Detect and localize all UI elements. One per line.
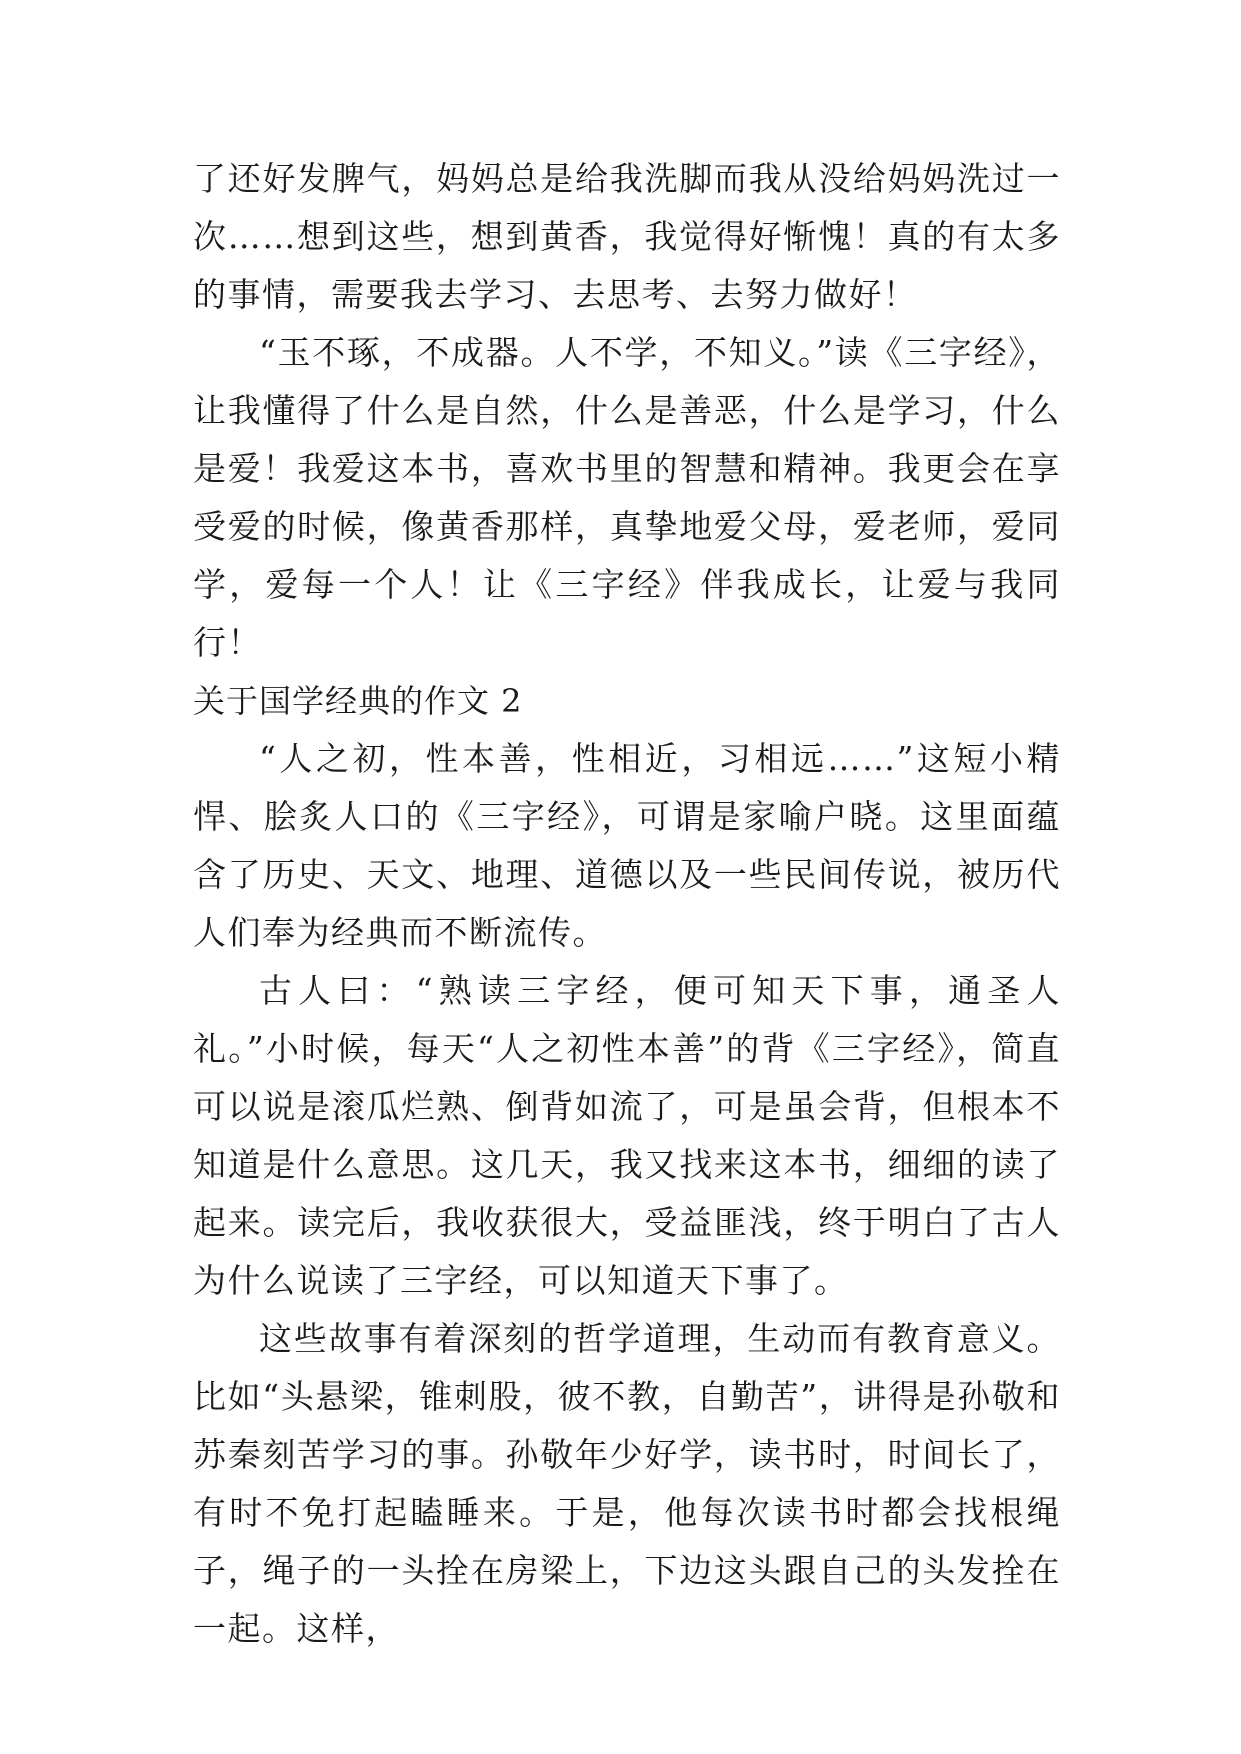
section-heading: 关于国学经典的作文 2 [193, 682, 523, 720]
paragraph-intro: “人之初，性本善，性相近，习相远……”这短小精悍、脍炙人口的《三字经》，可谓是家喻户晓。这里面蕴含了历史、天文、地理、道德以及一些民间传说，被历代人们奉为经典而不断流传。 [193, 739, 1061, 952]
document-page [193, 150, 1061, 1658]
paragraph-ancient-saying: 古人曰：“熟读三字经，便可知天下事，通圣人礼。”小时候，每天“人之初性本善”的背《三字经》，简直可以说是滚瓜烂熟、倒背如流了，可是虽会背，但根本不知道是什么意思。这几天，我又找来这本书，细细的读了起来。读完后，我收获很大，受益匪浅，终于明白了古人为什么说读了三字经，可以知道天下事了。 [193, 971, 1061, 1300]
paragraph-stories: 这些故事有着深刻的哲学道理，生动而有教育意义。比如“头悬梁，锥刺股，彼不教，自勤苦”，讲得是孙敬和苏秦刻苦学习的事。孙敬年少好学，读书时，时间长了，有时不免打起瞌睡来。于是，他每次读书时都会找根绳子，绳子的一头拴在房梁上，下边这头跟自己的头发拴在一起。这样， [193, 1319, 1061, 1648]
paragraph-continuation: 了还好发脾气，妈妈总是给我洗脚而我从没给妈妈洗过一次……想到这些，想到黄香，我觉得好惭愧！真的有太多的事情，需要我去学习、去思考、去努力做好！ [193, 159, 1061, 314]
paragraph-quote-sanzijing: “玉不琢，不成器。人不学，不知义。”读《三字经》，让我懂得了什么是自然，什么是善恶，什么是学习，什么是爱！我爱这本书，喜欢书里的智慧和精神。我更会在享受爱的时候，像黄香那样，真挚地爱父母，爱老师，爱同学，爱每一个人！让《三字经》伴我成长，让爱与我同行！ [193, 333, 1061, 662]
